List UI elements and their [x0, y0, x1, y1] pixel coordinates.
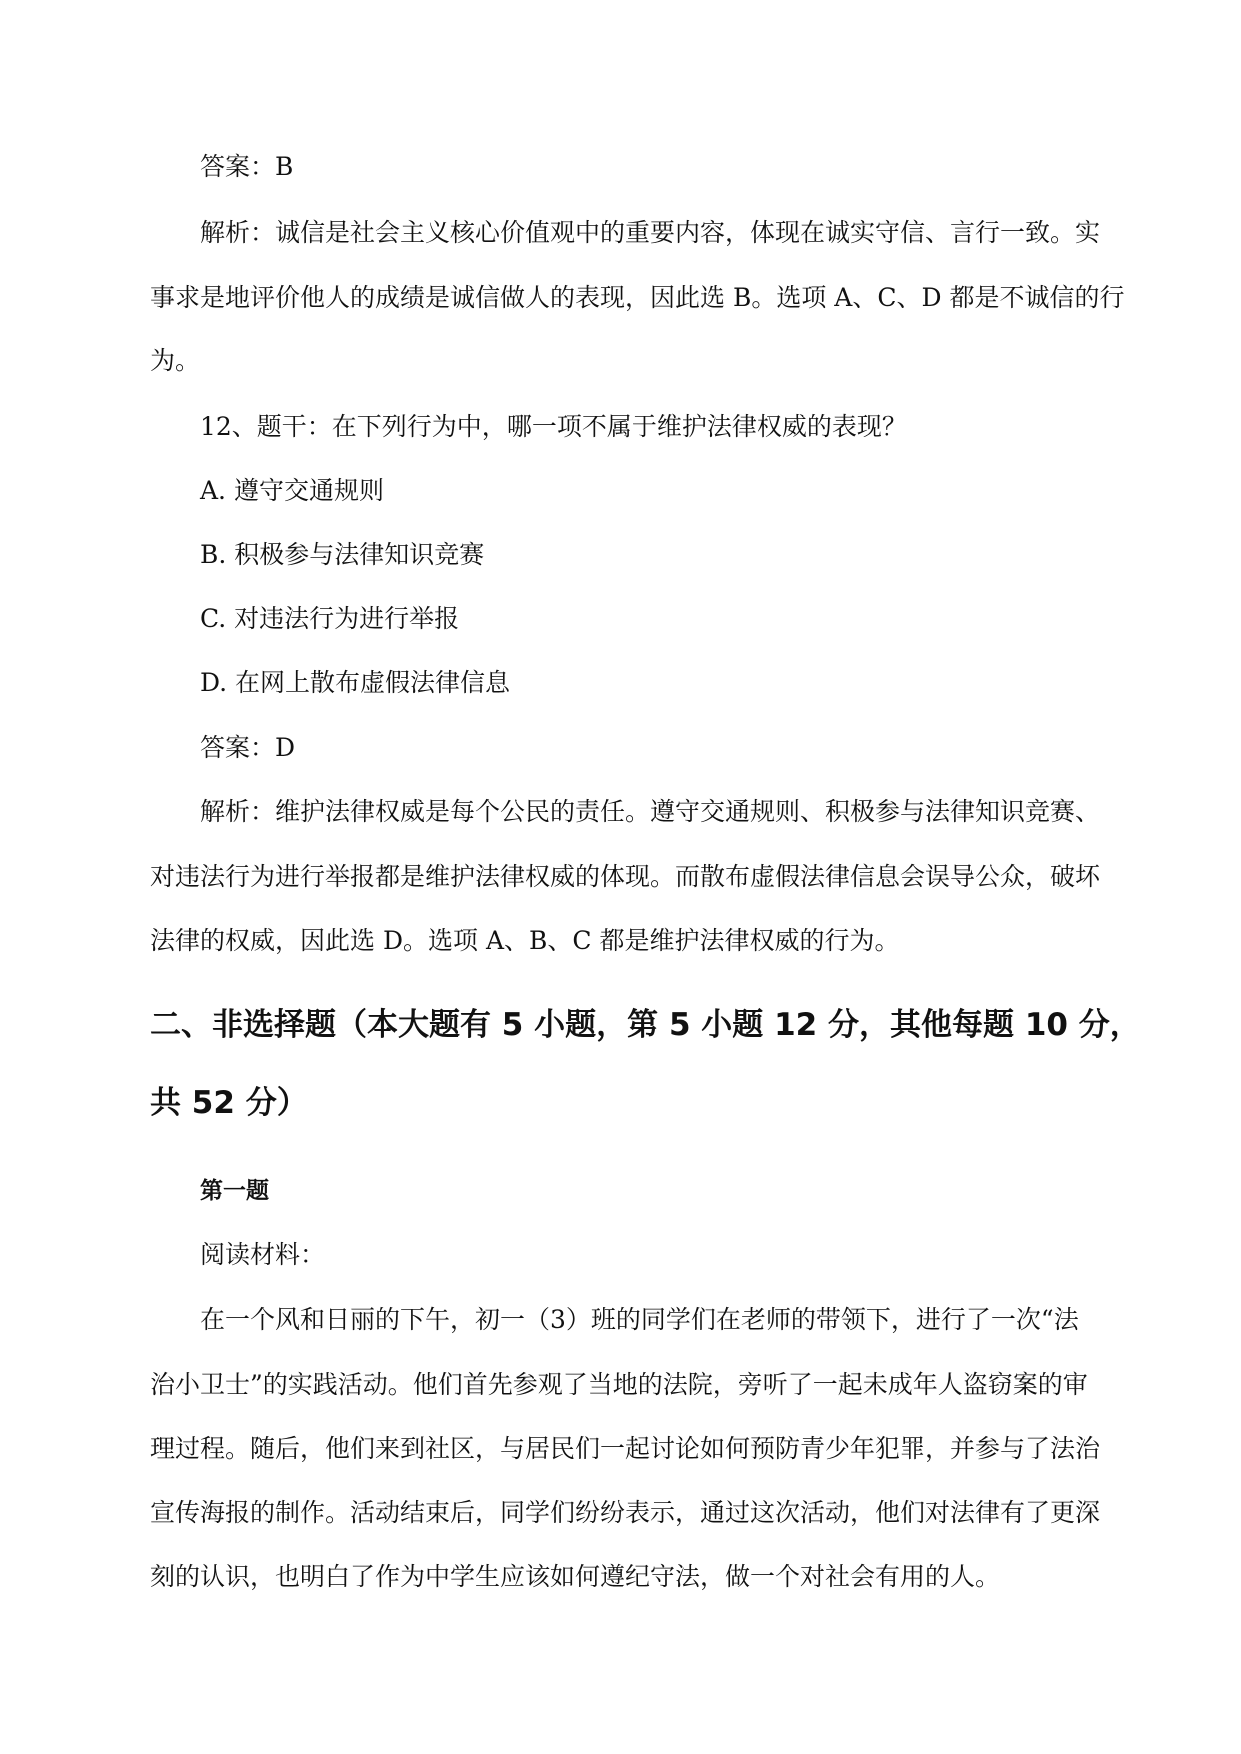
material-label: 阅读材料：: [200, 1240, 326, 1269]
material-line-5: 刻的认识，也明白了作为中学生应该如何遵纪守法，做一个对社会有用的人。: [150, 1562, 1001, 1591]
section-heading-line-2: 共 52 分）: [150, 1085, 308, 1121]
q12-stem: 12、题干：在下列行为中，哪一项不属于维护法律权威的表现？: [200, 412, 907, 441]
material-line-1: 在一个风和日丽的下午，初一（3）班的同学们在老师的带领下，进行了一次“法: [200, 1305, 1079, 1334]
material-line-4: 宣传海报的制作。活动结束后，同学们纷纷表示，通过这次活动，他们对法律有了更深: [150, 1498, 1101, 1527]
q12-analysis-line-2: 对违法行为进行举报都是维护法律权威的体现。而散布虚假法律信息会误导公众，破坏: [150, 862, 1101, 891]
q12-option-b: B. 积极参与法律知识竞赛: [200, 540, 485, 569]
q12-option-d: D. 在网上散布虚假法律信息: [200, 668, 511, 697]
q12-answer: 答案：D: [200, 733, 296, 762]
material-line-3: 理过程。随后，他们来到社区，与居民们一起讨论如何预防青少年犯罪，并参与了法治: [150, 1434, 1101, 1463]
q12-analysis-line-1: 解析：维护法律权威是每个公民的责任。遵守交通规则、积极参与法律知识竞赛、: [200, 797, 1101, 826]
q11-analysis-line-1: 解析：诚信是社会主义核心价值观中的重要内容，体现在诚实守信、言行一致。实: [200, 218, 1101, 247]
q11-analysis-line-3: 为。: [150, 346, 201, 375]
q11-analysis-line-2: 事求是地评价他人的成绩是诚信做人的表现，因此选 B。选项 A、C、D 都是不诚信的行: [150, 283, 1125, 312]
q12-option-a: A. 遵守交通规则: [200, 476, 384, 505]
q12-option-c: C. 对违法行为进行举报: [200, 604, 460, 633]
section-heading-line-1: 二、非选择题（本大题有 5 小题，第 5 小题 12 分，其他每题 10 分，: [150, 1007, 1141, 1043]
q11-answer: 答案：B: [200, 152, 294, 181]
q12-analysis-line-3: 法律的权威，因此选 D。选项 A、B、C 都是维护法律权威的行为。: [150, 926, 900, 955]
material-line-2: 治小卫士”的实践活动。他们首先参观了当地的法院，旁听了一起未成年人盗窃案的审: [150, 1370, 1088, 1399]
question-1-title: 第一题: [200, 1178, 269, 1204]
